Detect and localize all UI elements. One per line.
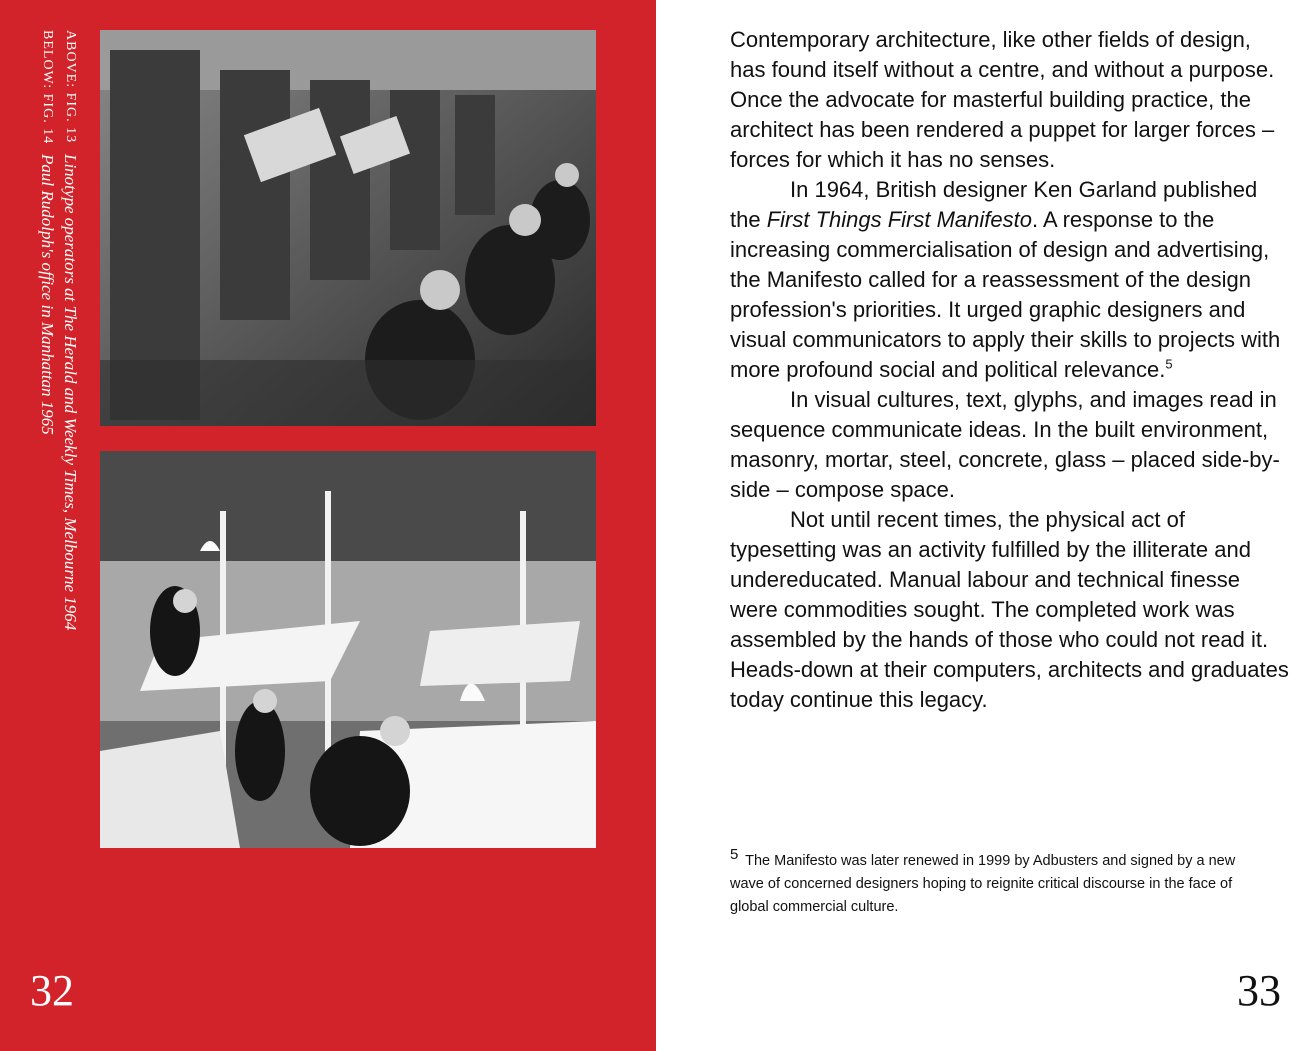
caption-text: Linotype operators at The Herald and Weekly Times, Melbourne 1964 xyxy=(61,154,80,631)
paragraph-2-after: . A response to the increasing commercialisation of design and advertising, the Manifesto called for a reassessment of the design profession's priorities. It urged graphic designers and visual communicators to apply their skills to projects with more profound social and political relevance. xyxy=(730,207,1281,382)
footnote-reference[interactable]: 5 xyxy=(1165,356,1173,372)
paragraph-1: Contemporary architecture, like other fields of design, has found itself without a centre, and without a purpose. Once the advocate for masterful building practice, the architect has been rendered a puppet for larger forces – forces for which it has no senses. xyxy=(730,27,1275,172)
paragraph-2-before: In 1964, British designer Ken Garland published the xyxy=(730,177,1258,232)
paragraph-3: In visual cultures, text, glyphs, and images read in sequence communicate ideas. In the built environment, masonry, mortar, steel, concrete, glass – placed side-by-side – compose space. xyxy=(730,387,1280,502)
caption-text: Paul Rudolph's office in Manhattan 1965 xyxy=(38,154,57,435)
caption-fig-14 xyxy=(36,30,59,830)
caption-fig-13 xyxy=(59,30,82,830)
body-text xyxy=(730,25,1290,715)
figure-captions xyxy=(36,30,82,830)
page-number-right: 33 xyxy=(1237,966,1281,1015)
paragraph-2 xyxy=(730,175,1290,385)
manifesto-title: First Things First Manifesto xyxy=(766,207,1032,232)
linotype-operators-photo xyxy=(100,30,596,426)
caption-fig-label: BELOW: FIG. 14 xyxy=(40,30,55,145)
caption-fig-label: ABOVE: FIG. 13 xyxy=(63,30,78,144)
footnote xyxy=(730,846,1270,919)
footnote-marker: 5 xyxy=(730,846,739,864)
footnote-text: The Manifesto was later renewed in 1999 by Adbusters and signed by a new wave of concerned designers hoping to reignite critical discourse in the face of global commercial culture. xyxy=(730,853,1236,915)
page-number-left: 32 xyxy=(30,966,74,1015)
architects-office-photo xyxy=(100,451,596,848)
paragraph-4: Not until recent times, the physical act of typesetting was an activity fulfilled by the illiterate and undereducated. Manual labour and technical finesse were commodities sought. The completed work was assembled by the hands of those who could not read it. Heads-down at their computers, architects and graduates today continue this legacy. xyxy=(730,507,1289,712)
